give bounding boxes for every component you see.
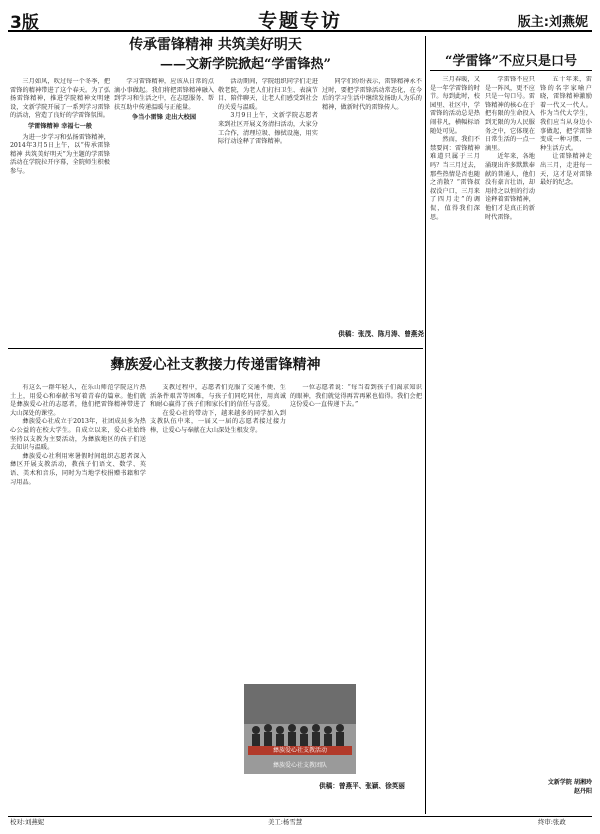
article3-para: 学雷锋不应只是一阵风，更不应只是一句口号。雷锋精神的核心在于把有限的生命投入到无限的为人民服务之中，它体现在日常生活的一点一滴里。: [485, 76, 535, 152]
article3-col3: [540, 76, 592, 776]
photo-banner-text: 彝族爱心社支教活动: [272, 747, 327, 754]
article2-headline: 彝族爱心社支教接力传递雷锋精神: [110, 357, 321, 373]
photo-caption: 彝族爱心社支教团队: [272, 762, 327, 769]
article1-para: 为进一步学习和弘扬雷锋精神，2014年3月5日上午，以“传承雷锋精神 共筑美好明天”为主题的学雷锋活动在学院拉开序幕，全院师生积极参与。: [10, 133, 110, 175]
article2-para: 在爱心社的带动下，越来越多的同学加入到支教队伍中来，一届又一届的志愿者接过接力棒，让爱心与奉献在大山深处生根发芽。: [150, 409, 286, 434]
article3-title-rule: [430, 70, 592, 71]
article1-para: 3月9日上午，文新学院志愿者来到社区开展义务清扫活动，大家分工合作，清理垃圾、擦拭设施，用实际行动诠释了雷锋精神。: [218, 112, 318, 146]
article1-para: 三月如风，吹过每一个冬季，把雷锋的精神带进了这个春天。为了弘扬雷锋精神，推进学院精神文明建设，文新学院开展了一系列学习雷锋的活动，营造了良好的学雷锋氛围。: [10, 78, 110, 120]
article2-para: 支教过程中，志愿者们克服了交通不便、生活条件艰苦等困难，与孩子们同吃同住，用真诚和耐心赢得了孩子们和家长们的信任与喜爱。: [150, 384, 286, 409]
footer-proof: 校对:刘燕妮: [10, 818, 45, 826]
article1-col3: [218, 78, 318, 340]
article2-group-photo: [244, 684, 356, 774]
article1-headline: 传承雷锋精神 共筑美好明天: [129, 37, 302, 53]
article1-subhead-a: 学雷锋精神 幸福七一般: [27, 122, 93, 130]
article2-para: 彝族爱心社利用寒暑假时间组织志愿者深入彝区开展支教活动，教孩子们语文、数学、英语、美术和音乐，同时为当地学校捐赠书籍和学习用品。: [10, 452, 146, 486]
newspaper-page: [8, 6, 592, 828]
article1-para: 活动期间，学院组织同学们走进敬老院，为老人们打扫卫生、表演节目、陪伴聊天，让老人们感受到社会的关爱与温暖。: [218, 78, 318, 111]
article2-para: 彝族爱心社成立于2013年，社团成员多为热心公益的在校大学生。自成立以来，爱心社始终坚持以支教为主要活动，为彝族地区的孩子们送去知识与温暖。: [10, 418, 146, 452]
page-number: 3版: [10, 13, 39, 33]
article3-col2: [485, 76, 535, 814]
footer-check: 终审:张政: [538, 818, 566, 826]
article3-para: 然而，我们不禁要问：雷锋精神难道只属于三月吗？当三月过去，那些热情是否也随之消散？“雷锋叔叔没户口，三月来了四月走”的调侃，值得我们深思。: [430, 136, 480, 221]
article1-col1: [10, 78, 110, 340]
article3-para: 近年来，各地涌现出许多默默奉献的普通人，他们没有豪言壮语，却用持之以恒的行动诠释着雷锋精神，他们才是真正的新时代雷锋。: [485, 153, 535, 221]
section-title: 专题专访: [257, 10, 342, 32]
article2-col1: [10, 384, 146, 812]
article3-headline: “学雷锋”不应只是口号: [445, 54, 577, 69]
article1-col4: [322, 78, 422, 328]
column-divider: [425, 36, 426, 814]
article1-subheadline: ——文新学院掀起“学雷锋热”: [160, 57, 331, 72]
article2-col3: [290, 384, 422, 684]
article3-para: 三月春暖，又是一年学雷锋的时节。每到此时，校园里、社区中，学雷锋的活动总是热闹非凡，横幅标语随处可见。: [430, 76, 480, 135]
page-footer: [8, 816, 592, 828]
article2-para: 一位志愿者说：“每当看到孩子们渴求知识的眼神，我们就觉得再苦再累也值得。我们会把这份爱心一直传递下去。”: [290, 384, 422, 409]
article3-byline: 文新学院 胡湘玲 赵丹阳: [547, 779, 592, 795]
article3-para: 让雷锋精神走出三月，走进每一天，这才是对雷锋最好的纪念。: [540, 153, 592, 187]
footer-design: 美工:杨雪慧: [268, 818, 303, 826]
article1-para: 同学们纷纷表示，雷锋精神永不过时，要把学雷锋活动常态化，在今后的学习生活中继续发扬助人为乐的精神，做新时代的雷锋传人。: [322, 78, 422, 111]
article2-para: 有这么一群年轻人，在乐山师范学院这片热土上，用爱心和奉献书写着青春的篇章。他们就是彝族爱心社的志愿者，他们把雷锋精神带进了大山深处的课堂。: [10, 384, 146, 417]
article1-para: 学习雷锋精神，应该从日常的点滴小事做起。我们将把雷锋精神融入到学习和生活之中，在志愿服务、帮扶互助中传递温暖与正能量。: [114, 78, 214, 111]
article-divider: [8, 348, 423, 349]
article1-byline: 供稿：张茂、陈月涛、曾燕尧: [338, 330, 424, 338]
page-header: [8, 6, 592, 32]
article3-para: 五十年来，雷锋的名字家喻户晓，雷锋精神激励着一代又一代人。作为当代大学生，我们应当从身边小事做起，把学雷锋变成一种习惯、一种生活方式。: [540, 76, 592, 152]
article1-subhead-b: 争当小雷锋 走出大校园: [131, 114, 197, 122]
editor-credit: 版主:刘燕妮: [517, 15, 588, 30]
article2-photo-credit: 供稿：曾燕平、张颖、徐英丽: [319, 782, 405, 790]
article1-col2: [114, 78, 214, 340]
article3-col1: [430, 76, 480, 814]
